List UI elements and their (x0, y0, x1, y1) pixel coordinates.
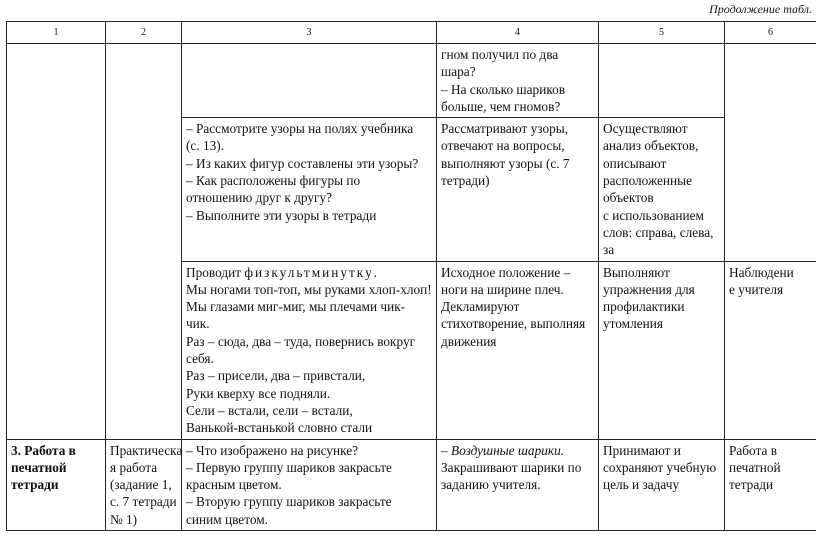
skills-cell (599, 118, 725, 261)
text-line: – Как расположены фигуры по (186, 173, 361, 189)
text-line: – Рассмотрите узоры на полях учебника (186, 121, 414, 137)
column-number-2: 2 (106, 22, 182, 44)
student-activity-cell (437, 118, 599, 261)
text-line: – Из каких фигур составлены эти узоры? (186, 155, 419, 171)
text-line: печатной (11, 459, 67, 475)
column-number-row (7, 22, 816, 44)
control-cell (725, 261, 816, 439)
text-line: цель и задачу (603, 477, 680, 493)
teacher-activity-cell (182, 261, 437, 439)
text-line: отношению друг к другу? (186, 190, 333, 206)
text-line: 3. Работа в (11, 442, 76, 458)
text-line: шара? (441, 64, 476, 80)
column-number-1: 1 (7, 22, 106, 44)
control-cell-empty (725, 44, 816, 262)
text-line: движения (441, 333, 497, 349)
text-line: тетради (729, 477, 774, 493)
text-line: с. 7 тетради (110, 494, 177, 510)
text-line: расположенные (603, 173, 692, 189)
text-line: отвечают на вопросы, (441, 138, 565, 154)
text-line: Руки кверху все подняли. (186, 385, 331, 401)
text-line: Мы ногами топ-топ, мы руками хлоп-хлоп! (186, 281, 432, 297)
stage-cell (7, 439, 106, 530)
text-line: – На сколько шариков (441, 81, 566, 97)
form-cell (106, 439, 182, 530)
student-activity-cell (437, 261, 599, 439)
text-line: – Что изображено на рисунке? (186, 442, 359, 458)
text-line: гном получил по два (441, 47, 559, 62)
skills-cell-empty (599, 44, 725, 118)
text-line: выполняют узоры (с. 7 (441, 155, 570, 171)
text-line: Раз – присели, два – привстали, (186, 368, 366, 384)
table-row (7, 439, 816, 530)
text-line: профилактики (603, 299, 685, 315)
text-line: Работа в (729, 442, 778, 458)
text-line: Выполняют (603, 264, 670, 280)
column-number-5: 5 (599, 22, 725, 44)
text-line: (задание 1, (110, 477, 172, 493)
column-number-4: 4 (437, 22, 599, 44)
lesson-plan-table (6, 21, 816, 531)
spaced-term: физкультминутку (244, 264, 374, 280)
stage-cell-empty (7, 44, 106, 440)
text-line: Закрашивают шарики по (441, 459, 582, 475)
text-line: себя. (186, 351, 214, 367)
text-line: Исходное положение – (441, 264, 571, 280)
text-line: – Вторую группу шариков закрасьте (186, 494, 392, 510)
text-line: – Выполните эти узоры в тетради (186, 207, 377, 223)
text-line: утомления (603, 316, 663, 332)
text-line: ноги на ширине плеч. (441, 281, 564, 297)
text-line: – Первую группу шариков закрасьте (186, 459, 392, 475)
text-line: я работа (110, 459, 158, 475)
text-line: Раз – сюда, два – туда, повернись вокруг (186, 333, 416, 349)
text-line: синим цветом. (186, 511, 268, 527)
text-line (186, 264, 432, 281)
text-line: Наблюдени (729, 264, 794, 280)
teacher-activity-cell (182, 118, 437, 261)
text-line: анализ объектов, (603, 138, 699, 154)
text-line: печатной (729, 459, 781, 475)
text-line: е учителя (729, 281, 784, 297)
table-row (7, 44, 816, 118)
text-line: красным цветом. (186, 477, 282, 493)
form-cell-empty (106, 44, 182, 440)
text-line: заданию учителя. (441, 477, 541, 493)
text-line: объектов (603, 190, 654, 206)
text-line: стихотворение, выполняя (441, 316, 586, 332)
text-line: (с. 13). (186, 138, 225, 154)
teacher-activity-cell (182, 439, 437, 530)
text-line: Принимают и (603, 442, 681, 458)
skills-cell (599, 261, 725, 439)
text-line: Осуществляют (603, 121, 688, 137)
text-line: Мы глазами миг-миг, мы плечами чик- (186, 299, 406, 315)
text-line: № 1) (110, 511, 138, 527)
text-line: описывают (603, 155, 667, 171)
column-number-3: 3 (182, 22, 437, 44)
text-line: Сели – встали, сели – встали, (186, 402, 353, 418)
column-number-6: 6 (725, 22, 816, 44)
text-line: Практическа (110, 442, 183, 458)
text-line: с использованием (603, 207, 704, 223)
period: . (373, 264, 378, 280)
text-line: упражнения для (603, 281, 695, 297)
table-continuation-caption: Продолжение табл. (709, 2, 812, 16)
intro-text: Проводит (186, 264, 245, 280)
text-line: за (603, 242, 615, 258)
text-line: Рассматривают узоры, (441, 121, 568, 137)
text-line: чик. (186, 316, 210, 332)
text-line: тетради) (441, 173, 490, 189)
student-activity-cell (437, 44, 599, 118)
text-line: – Воздушные шарики. (441, 442, 565, 458)
text-line: больше, чем гномов? (441, 98, 561, 114)
text-line: Ванькой-встанькой словно стали (186, 420, 373, 436)
text-line: слов: справа, слева, (603, 224, 714, 240)
skills-cell (599, 439, 725, 530)
text-line: Декламируют (441, 299, 520, 315)
text-line: тетради (11, 477, 59, 493)
text-line: сохраняют учебную (603, 459, 717, 475)
teacher-activity-cell-empty (182, 44, 437, 118)
control-cell (725, 439, 816, 530)
student-activity-cell (437, 439, 599, 530)
